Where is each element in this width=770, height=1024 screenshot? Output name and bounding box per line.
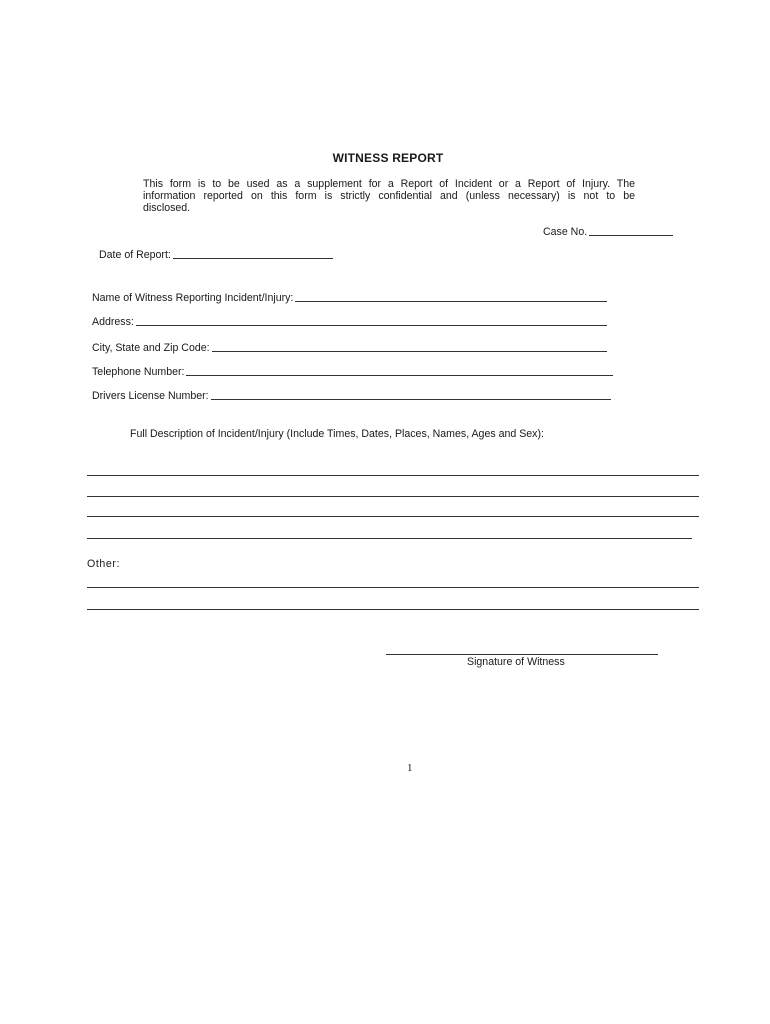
description-line[interactable] (87, 496, 699, 497)
description-line[interactable] (87, 538, 692, 539)
intro-line: information reported on this form is strictly confidential and (unless necessary) is not to be (143, 190, 635, 202)
drivers-license-field[interactable] (92, 390, 611, 402)
page-number: 1 (407, 762, 413, 774)
date-of-report-line[interactable] (173, 249, 333, 259)
address-field[interactable] (92, 316, 607, 328)
drivers-license-line[interactable] (211, 390, 611, 400)
other-line[interactable] (87, 587, 699, 588)
telephone-line[interactable] (186, 366, 613, 376)
date-of-report-field[interactable] (99, 249, 333, 261)
signature-label: Signature of Witness (467, 656, 565, 668)
date-of-report-label: Date of Report: (99, 249, 171, 261)
telephone-field[interactable] (92, 366, 613, 378)
intro-line: This form is to be used as a supplement for a Report of Incident or a Report of Injury. The (143, 178, 635, 190)
intro-paragraph (143, 178, 635, 214)
witness-name-label: Name of Witness Reporting Incident/Injury: (92, 292, 294, 304)
case-number-line[interactable] (589, 226, 673, 236)
other-line[interactable] (87, 609, 699, 610)
city-state-zip-label: City, State and Zip Code: (92, 342, 210, 354)
witness-name-field[interactable] (92, 292, 607, 304)
case-number-label: Case No. (543, 226, 588, 238)
address-line[interactable] (136, 316, 607, 326)
intro-line: disclosed. (143, 202, 191, 214)
witness-name-line[interactable] (295, 292, 607, 302)
document-title: WITNESS REPORT (332, 151, 444, 165)
drivers-license-label: Drivers License Number: (92, 390, 209, 402)
description-label: Full Description of Incident/Injury (Include Times, Dates, Places, Names, Ages and Sex): (130, 428, 544, 440)
address-label: Address: (92, 316, 134, 328)
city-state-zip-field[interactable] (92, 342, 607, 354)
description-line[interactable] (87, 516, 699, 517)
description-line[interactable] (87, 475, 699, 476)
other-label: Other: (87, 558, 121, 570)
signature-line[interactable] (386, 654, 658, 655)
city-state-zip-line[interactable] (212, 342, 607, 352)
telephone-label: Telephone Number: (92, 366, 185, 378)
case-number-field[interactable] (543, 226, 673, 238)
